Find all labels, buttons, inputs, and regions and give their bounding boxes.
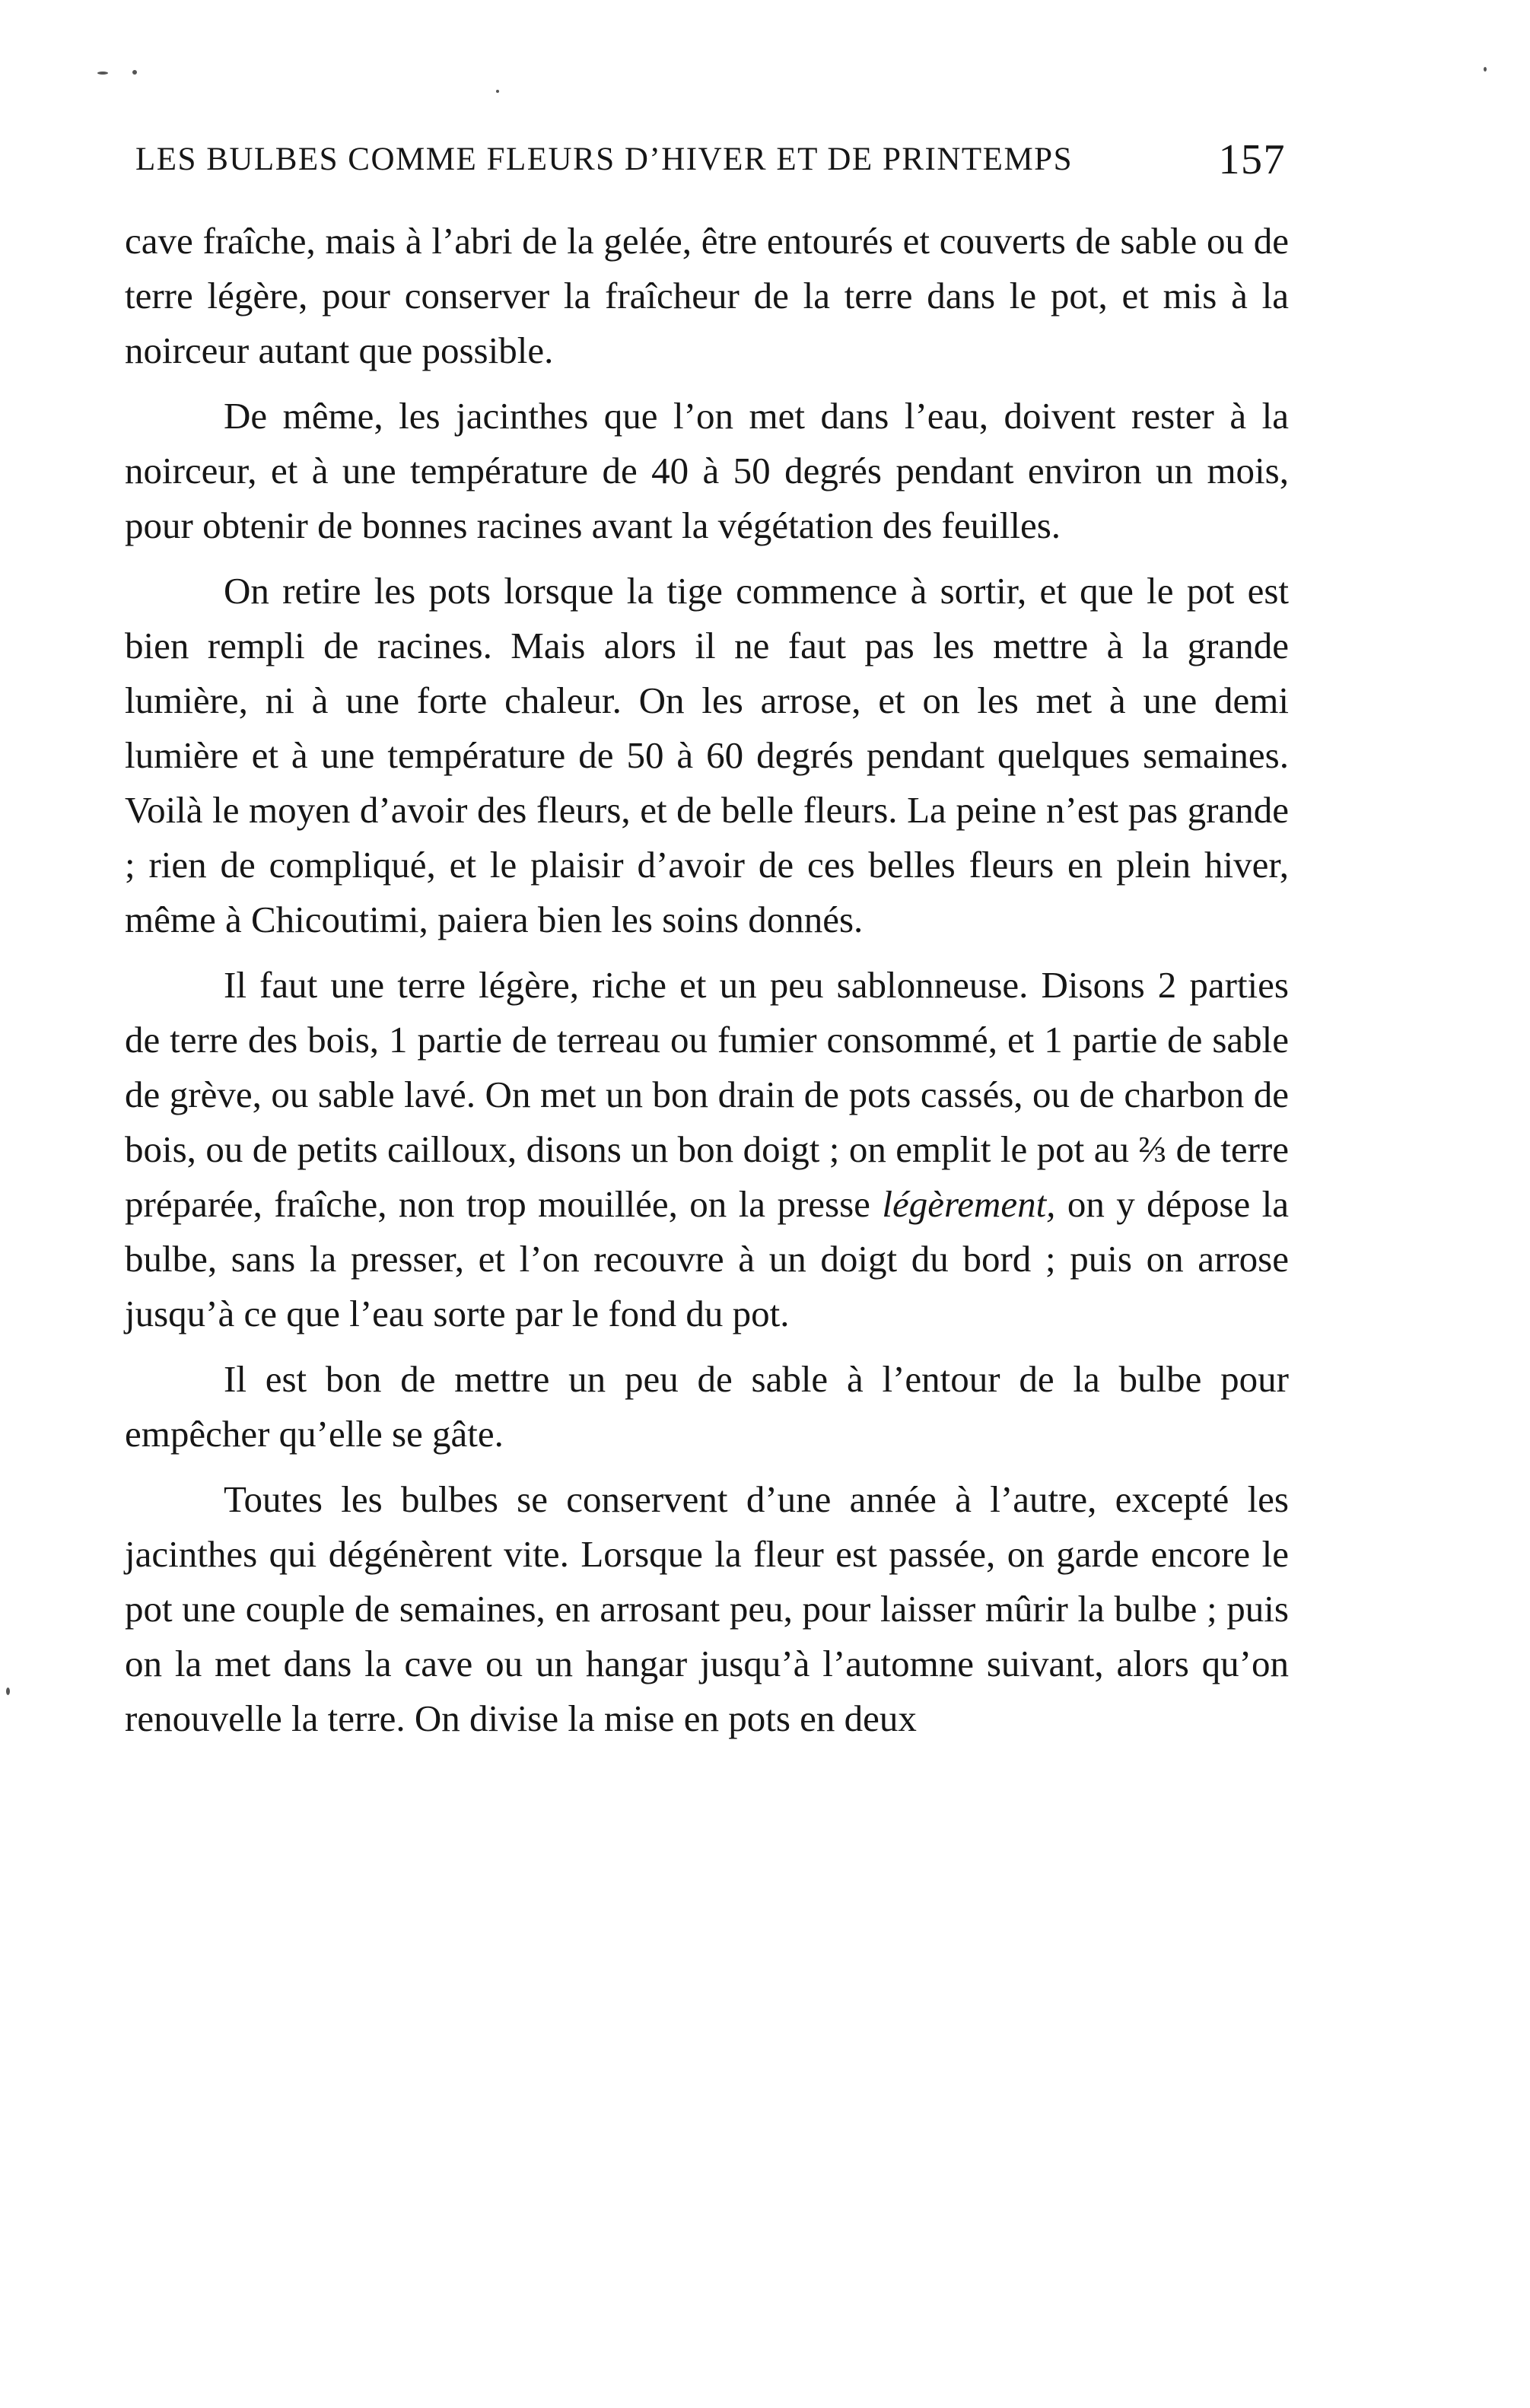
- page-number: 157: [1218, 136, 1286, 183]
- ink-speck: [6, 1688, 10, 1695]
- paragraph-text: Il faut une terre légère, riche et un peu sablonneuse. Disons 2 parties de terre des bois, 1 partie de terreau ou fumier consommé, et 1 partie de sable de grève, ou sable lavé. On met un bon drain de pots cassés, ou de charbon de bois, ou de petits cailloux, disons un bon doigt ; on emplit le pot au ⅔ de terre préparée, fraîche, non trop mouillée, on la presse: [125, 964, 1289, 1225]
- paragraph: Toutes les bulbes se conservent d’une année à l’autre, excepté les jacinthes qui dégénèrent vite. Lorsque la fleur est passée, on garde encore le pot une couple de semaines, en arrosant peu, pour laisser mûrir la bulbe ; puis on la met dans la cave ou un hangar jusqu’à l’automne suivant, alors qu’on renouvelle la terre. On divise la mise en pots en deux: [125, 1478, 1289, 1739]
- emphasized-word: légèrement,: [882, 1183, 1056, 1225]
- paragraph: De même, les jacinthes que l’on met dans l’eau, doivent rester à la noirceur, et à une température de 40 à 50 degrés pendant environ un mois, pour obtenir de bonnes racines avant la végétation des feuilles.: [125, 395, 1289, 546]
- paragraph: Il est bon de mettre un peu de sable à l’entour de la bulbe pour empêcher qu’elle se gâte.: [125, 1358, 1289, 1455]
- ink-speck: [97, 72, 108, 75]
- paragraph-text: on y dépose la bulbe, sans la presser, et l’on recouvre à un doigt du bord ; puis on arrose jusqu’à ce que l’eau sorte par le fond du pot.: [125, 1183, 1289, 1334]
- paragraph: On retire les pots lorsque la tige commence à sortir, et que le pot est bien rempli de racines. Mais alors il ne faut pas les mettre à la grande lumière, ni à une forte chaleur. On les arrose, et on les met à une demi lumière et à une température de 50 à 60 degrés pendant quelques semaines. Voilà le moyen d’avoir des fleurs, et de belle fleurs. La peine n’est pas grande ; rien de compliqué, et le plaisir d’avoir de ces belles fleurs en plein hiver, même à Chicoutimi, paiera bien les soins donnés.: [125, 570, 1289, 940]
- ink-speck: [132, 70, 137, 75]
- paragraph: [125, 958, 1289, 1341]
- running-head-title: LES BULBES COMME FLEURS D’HIVER ET DE PRINTEMPS: [135, 142, 1074, 177]
- ink-speck: [1484, 67, 1487, 72]
- body-text: [125, 214, 1289, 1757]
- ink-speck: [496, 90, 499, 93]
- paragraph-continued: cave fraîche, mais à l’abri de la gelée, être entourés et couverts de sable ou de terre légère, pour conserver la fraîcheur de la terre dans le pot, et mis à la noirceur autant que possible.: [125, 220, 1289, 371]
